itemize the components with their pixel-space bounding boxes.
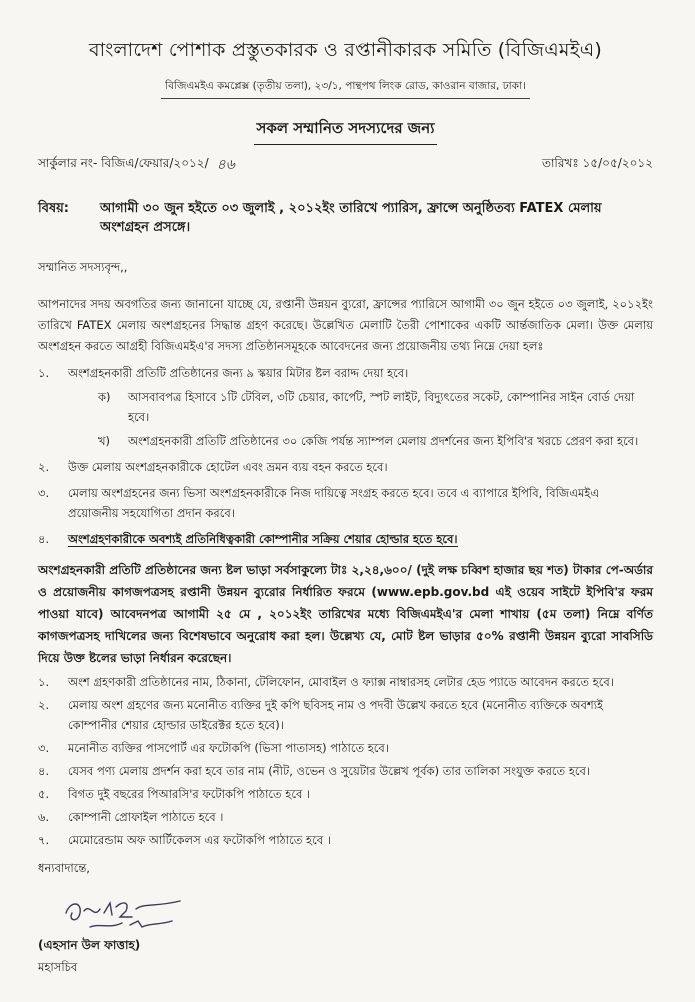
circular-date: তারিখঃ ১৫/০৫/২০১২ — [541, 156, 653, 170]
signature-scribble-icon — [60, 883, 260, 937]
item-text: অংশগ্রহনকারী প্রতিটি প্রতিষ্ঠানের জন্য ৯ স্কয়ার মিটার ষ্টল বরাদ্দ দেয়া হবে। — [68, 366, 409, 380]
sub-list-item — [98, 387, 653, 427]
item-text: অংশগ্রহণকারীকে অবশ্যই প্রতিনিধিত্বকারী কোম্পানীর সক্রিয় শেয়ার হোল্ডার হতে হবে। — [68, 532, 458, 546]
doc-text: মেলায় অংশ গ্রহণের জন্য মনোনীত ব্যক্তির দুই কপি ছবিসহ নাম ও পদবী উল্লেখ করতে হবে (মনোনীত ব্যক্তিকে অবশ্যই কোম্পানীর শেয়ার হোল্ডার ডাইরেক্টর হতে হবে)। — [68, 698, 604, 732]
info-list — [38, 363, 653, 549]
circular-number-handwritten: ৪৬ — [216, 157, 235, 173]
list-item — [38, 830, 653, 850]
list-item — [38, 529, 653, 549]
doc-text: অংশ গ্রহণকারী প্রতিষ্ঠানের নাম, ঠিকানা, টেলিফোন, মোবাইল ও ফ্যাক্স নাম্বারসহ লেটার হেড প্যাডে আবেদন করতে হবে। — [68, 675, 614, 689]
list-item — [38, 695, 653, 735]
fee-paragraph: অংশগ্রহনকারী প্রতিটি প্রতিষ্ঠানের জন্য ষ্টল ভাড়া সর্বসাকুল্যে টাঃ ২,২৪,৬০০/ (দুই লক্ষ চব্বিশ হাজার ছয় শত) টাকার পে-অর্ডার ও প্রয়োজনীয় কাগজপত্রসহ রপ্তানী উন্নয়ন ব্যুরোর নির্ধারিত ফরমে (www.epb.gov.bd এই ওয়েব সাইটে ইপিবি'র ফরম পাওয়া যাবে) আবেদনপত্র আগামী ২৫ মে , ২০১২ইং তারিখের মধ্যে বিজিএমইএ'র মেলা শাখায় (৫ম তলা) নিম্নে বর্ণিত কাগজপত্রসহ দাখিলের জন্য বিশেষভাবে অনুরোধ করা হল। উল্লেখ্য যে, মোট ষ্টল ভাড়ার ৫০% রপ্তানী উন্নয়ন ব্যুরো সাবসিডি দিয়ে উক্ত ষ্টলের ভাড়া নির্ধারন করেছেন। — [38, 563, 653, 665]
list-item — [38, 672, 653, 692]
documents-list — [38, 672, 653, 850]
handwritten-signature — [60, 883, 653, 937]
doc-text: বিগত দুই বছরের পিআরসি'র ফটোকপি পাঠাতে হবে । — [68, 787, 311, 801]
item-number: ১. — [38, 366, 50, 380]
intro-paragraph: আপনাদের সদয় অবগতির জন্য জানানো যাচ্ছে যে, রপ্তানী উন্নয়ন ব্যুরো, ফ্রান্সের প্যারিসে আগামী ৩০ জুন হইতে ০৩ জুলাই, ২০১২ইং তারিখে FATEX মেলায় অংশগ্রহনের সিদ্ধান্ত গ্রহণ করেছে। উল্লেখিত মেলাটি তৈরী পোশাকের একটি আর্ন্তজাতিক মেলা। উক্ত মেলায় অংশগ্রহন করতে আগ্রহী বিজিএমইএ'র সদস্য প্রতিষ্ঠানসমূহকে আবেদনের জন্য প্রয়োজনীয় তথ্য নিম্নে দেয়া হলঃ — [38, 297, 653, 353]
circular-meta — [38, 153, 653, 177]
sub-list-item — [98, 431, 653, 451]
signatory-name: (এহসান উল ফাত্তাহ) — [38, 938, 141, 952]
item-number: ২. — [38, 460, 50, 474]
closing-thanks: ধন্যবাদান্তে, — [38, 861, 90, 875]
doc-text: যেসব পণ্য মেলায় প্রদর্শন করা হবে তার নাম (নীট, ওভেন ও সুয়েটার উল্লেখ পূর্বক) তার তালিকা সংযুক্ত করতে হবে। — [68, 764, 590, 778]
sub-item-text: অংশগ্রহনকারী প্রতিটি প্রতিষ্ঠানের ৩০ কেজি পর্যন্ত স্যাম্পল মেলায় প্রদর্শনের জন্য ইপিবি'র খরচে প্রেরণ করা হবে। — [128, 434, 639, 448]
doc-text: মনোনীত ব্যক্তির পাসপোর্ট এর ফটোকপি (ভিসা পাতাসহ) পাঠাতে হবে। — [68, 741, 389, 755]
doc-number: ৩. — [38, 741, 50, 755]
sub-item-number: ক) — [98, 390, 111, 404]
doc-number: ১. — [38, 675, 50, 689]
doc-number: ৭. — [38, 833, 50, 847]
list-item — [38, 761, 653, 781]
item-text: উক্ত মেলায় অংশগ্রহনকারীকে হোটেল এবং ভ্রমন ব্যয় বহন করতে হবে। — [68, 460, 388, 474]
org-address: বিজিএমইএ কমপ্লেক্স (তৃতীয় তলা), ২৩/১, পান্থপথ লিংক রোড, কাওরান বাজার, ঢাকা। — [161, 79, 530, 99]
salutation: সম্মানিত সদস্যবৃন্দ,, — [38, 260, 128, 274]
list-item — [38, 363, 653, 451]
list-item — [38, 483, 653, 523]
doc-number: ৫. — [38, 787, 50, 801]
subject-text: আগামী ৩০ জুন হইতে ০৩ জুলাই , ২০১২ইং তারিখে প্যারিস, ফ্রান্সে অনুষ্ঠিতব্য FATEX মেলায় অংশগ্রহন প্রসঙ্গে। — [100, 201, 602, 235]
doc-text: মেমোরেন্ডাম অফ আর্টিকেলস এর ফটোকপি পাঠাতে হবে । — [68, 833, 331, 847]
list-item — [38, 784, 653, 804]
doc-number: ২. — [38, 698, 50, 712]
sub-item-number: খ) — [98, 434, 111, 448]
doc-number: ৪. — [38, 764, 50, 778]
list-item — [38, 807, 653, 827]
subject-line — [38, 199, 653, 237]
doc-text: কোম্পানী প্রোফাইল পাঠাতে হবে । — [68, 810, 224, 824]
item-number: ৩. — [38, 486, 50, 500]
list-item — [38, 738, 653, 758]
sub-list — [98, 387, 653, 451]
org-title: বাংলাদেশ পোশাক প্রস্তুতকারক ও রপ্তানীকারক সমিতি (বিজিএমইএ) — [89, 39, 602, 61]
item-number: ৪. — [38, 532, 50, 546]
subject-label: বিষয়: — [38, 201, 69, 216]
list-item — [38, 457, 653, 477]
signatory-title: মহাসচিব — [38, 960, 78, 974]
sub-item-text: আসবাবপত্র হিসাবে ১টি টেবিল, ৩টি চেয়ার, কার্পেট, স্পট লাইট, বিদ্যুৎতের সকেট, কোম্পানির সাইন বোর্ড দেয়া হবে। — [128, 390, 635, 424]
doc-number: ৬. — [38, 810, 50, 824]
recipients-heading: সকল সম্মানিত সদস্যদের জন্য — [254, 117, 436, 145]
circular-label: সার্কুলার নং- বিজিএ/ফেয়ার/২০১২/ — [38, 156, 209, 170]
item-text: মেলায় অংশগ্রহনের জন্য ভিসা অংশগ্রহনকারীকে নিজ দায়িত্বে সংগ্রহ করতে হবে। তবে এ ব্যাপারে ইপিবি, বিজিএমইএ প্রয়োজনীয় সহযোগিতা প্রদান করবে। — [68, 486, 600, 520]
